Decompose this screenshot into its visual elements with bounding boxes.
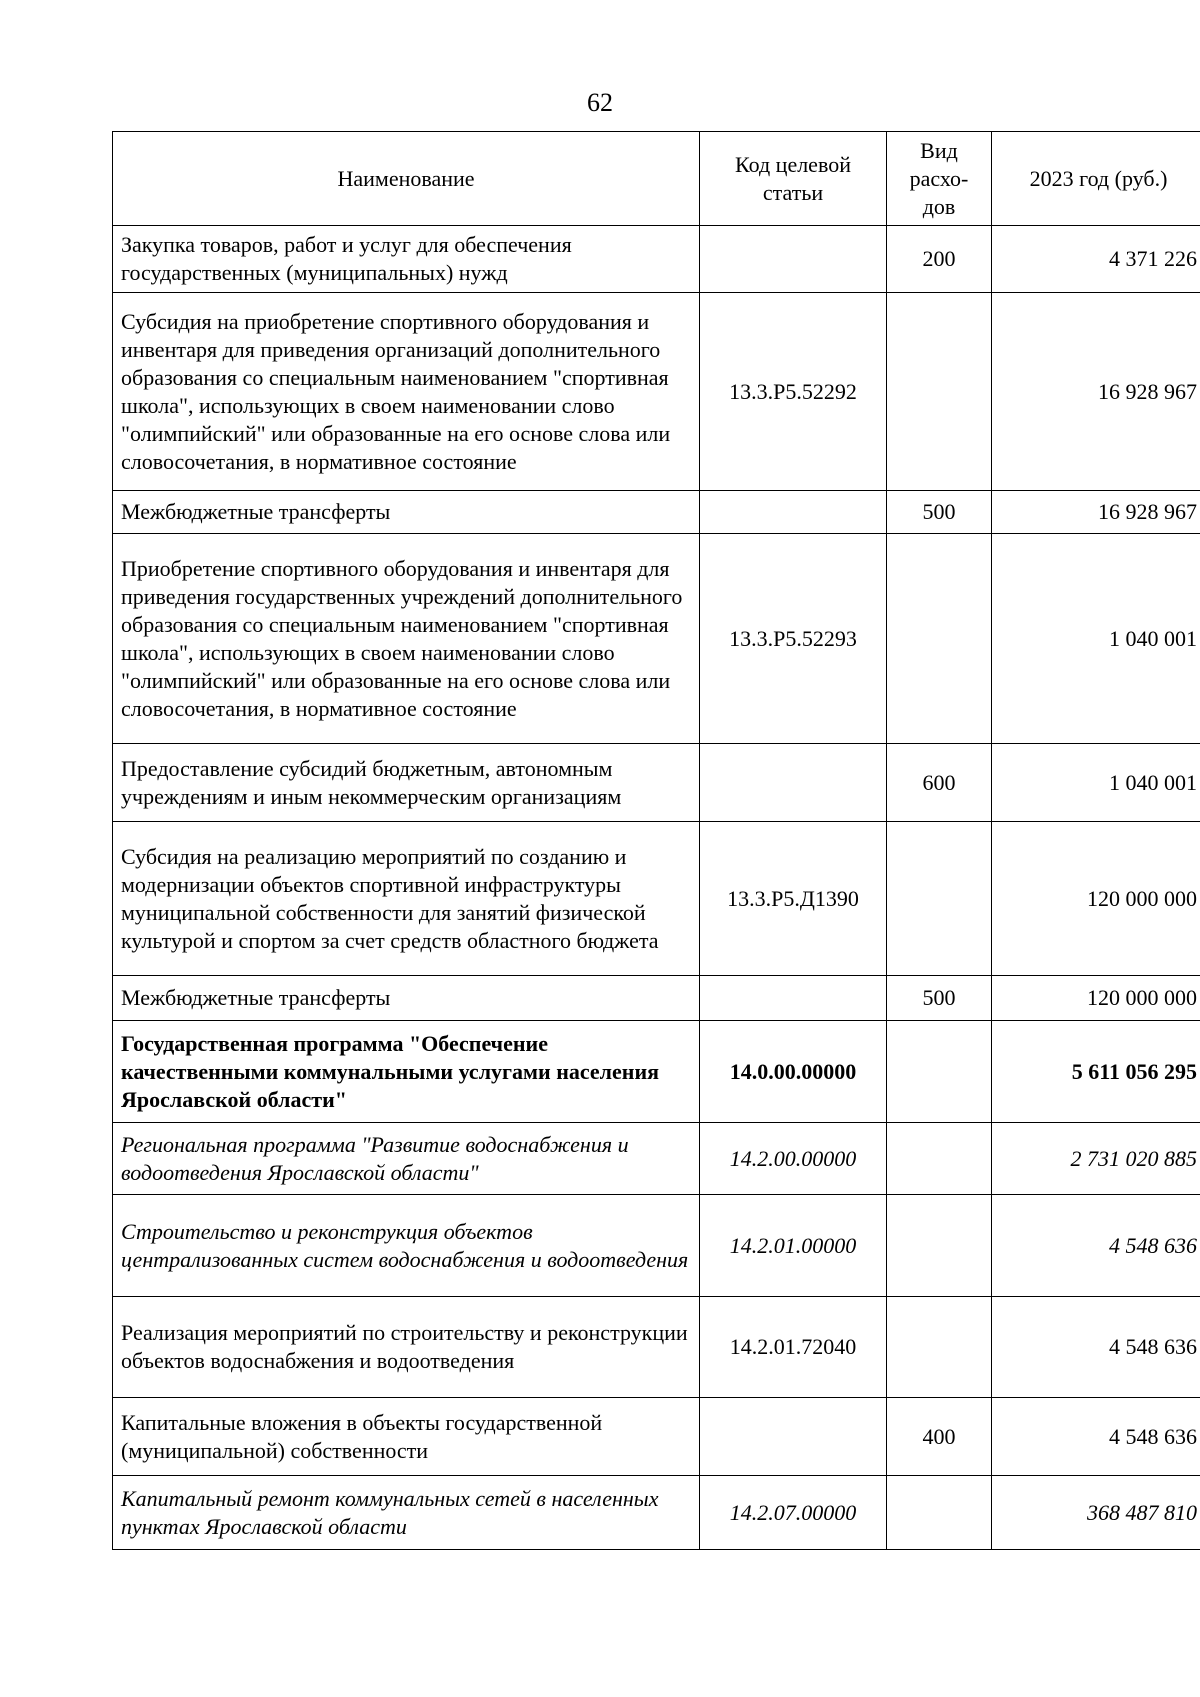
- table-row: [113, 744, 1200, 822]
- row-kind: [887, 293, 992, 491]
- row-sum: 4 548 636: [992, 1398, 1200, 1476]
- row-sum: 120 000 000: [992, 976, 1200, 1021]
- row-sum: 16 928 967: [992, 293, 1200, 491]
- row-code: [700, 976, 887, 1021]
- page-number: 62: [587, 88, 613, 117]
- row-name: Реализация мероприятий по строительству и реконструкции объектов водоснабжения и водоотведения: [113, 1297, 700, 1398]
- row-sum: 1 040 001: [992, 744, 1200, 822]
- row-code: 14.2.01.72040: [700, 1297, 887, 1398]
- table-row: [113, 976, 1200, 1021]
- row-sum: 368 487 810: [992, 1476, 1200, 1550]
- header-sum: 2023 год (руб.): [992, 132, 1200, 226]
- row-sum: 120 000 000: [992, 822, 1200, 976]
- table-row: [113, 822, 1200, 976]
- row-name: Субсидия на реализацию мероприятий по созданию и модернизации объектов спортивной инфраструктуры муниципальной собственности для занятий физической культурой и спортом за счет средств областного бюджета: [113, 822, 700, 976]
- table-row: [113, 1195, 1200, 1297]
- row-kind: 600: [887, 744, 992, 822]
- row-kind: 400: [887, 1398, 992, 1476]
- row-kind: [887, 1195, 992, 1297]
- header-kind: Вид расхо-дов: [887, 132, 992, 226]
- row-code: 14.2.07.00000: [700, 1476, 887, 1550]
- row-name: Межбюджетные трансферты: [113, 491, 700, 534]
- row-sum: 16 928 967: [992, 491, 1200, 534]
- budget-table: [112, 131, 1200, 1550]
- table-row: [113, 1398, 1200, 1476]
- row-code: 14.2.00.00000: [700, 1123, 887, 1195]
- row-code: [700, 491, 887, 534]
- table-row: [113, 491, 1200, 534]
- table-row: [113, 293, 1200, 491]
- row-name: Закупка товаров, работ и услуг для обеспечения государственных (муниципальных) нужд: [113, 226, 700, 293]
- row-kind: [887, 1297, 992, 1398]
- table-row: [113, 534, 1200, 744]
- row-kind: 200: [887, 226, 992, 293]
- row-sum: 2 731 020 885: [992, 1123, 1200, 1195]
- row-kind: [887, 534, 992, 744]
- row-kind: [887, 1476, 992, 1550]
- row-kind: [887, 1123, 992, 1195]
- row-code: [700, 226, 887, 293]
- row-code: 14.0.00.00000: [700, 1021, 887, 1123]
- table-row: [113, 226, 1200, 293]
- row-kind: 500: [887, 491, 992, 534]
- row-name: Строительство и реконструкция объектов централизованных систем водоснабжения и водоотведения: [113, 1195, 700, 1297]
- row-code: 14.2.01.00000: [700, 1195, 887, 1297]
- row-code: [700, 744, 887, 822]
- header-name: Наименование: [113, 132, 700, 226]
- table-row: [113, 1297, 1200, 1398]
- row-name: Субсидия на приобретение спортивного оборудования и инвентаря для приведения организаций дополнительного образования со специальным наименованием "спортивная школа", использующих в своем наименовании слово "олимпийский" или образованные на его основе слова или словосочетания, в нормативное состояние: [113, 293, 700, 491]
- header-code: Код целевой статьи: [700, 132, 887, 226]
- row-name: Региональная программа "Развитие водоснабжения и водоотведения Ярославской области": [113, 1123, 700, 1195]
- row-code: 13.3.Р5.52292: [700, 293, 887, 491]
- row-code: [700, 1398, 887, 1476]
- row-name: Капитальный ремонт коммунальных сетей в населенных пунктах Ярославской области: [113, 1476, 700, 1550]
- table-row: [113, 1476, 1200, 1550]
- row-sum: 5 611 056 295: [992, 1021, 1200, 1123]
- table-row: [113, 1021, 1200, 1123]
- row-sum: 4 548 636: [992, 1195, 1200, 1297]
- row-sum: 4 548 636: [992, 1297, 1200, 1398]
- row-kind: [887, 1021, 992, 1123]
- table-row: [113, 1123, 1200, 1195]
- row-name: Государственная программа "Обеспечение качественными коммунальными услугами населения Ярославской области": [113, 1021, 700, 1123]
- row-name: Предоставление субсидий бюджетным, автономным учреждениям и иным некоммерческим организациям: [113, 744, 700, 822]
- row-sum: 1 040 001: [992, 534, 1200, 744]
- row-code: 13.3.Р5.Д1390: [700, 822, 887, 976]
- row-sum: 4 371 226: [992, 226, 1200, 293]
- table-header-row: [113, 132, 1200, 226]
- row-name: Капитальные вложения в объекты государственной (муниципальной) собственности: [113, 1398, 700, 1476]
- row-code: 13.3.Р5.52293: [700, 534, 887, 744]
- row-kind: 500: [887, 976, 992, 1021]
- row-name: Межбюджетные трансферты: [113, 976, 700, 1021]
- row-name: Приобретение спортивного оборудования и инвентаря для приведения государственных учреждений дополнительного образования со специальным наименованием "спортивная школа", использующих в своем наименовании слово "олимпийский" или образованные на его основе слова или словосочетания, в нормативное состояние: [113, 534, 700, 744]
- row-kind: [887, 822, 992, 976]
